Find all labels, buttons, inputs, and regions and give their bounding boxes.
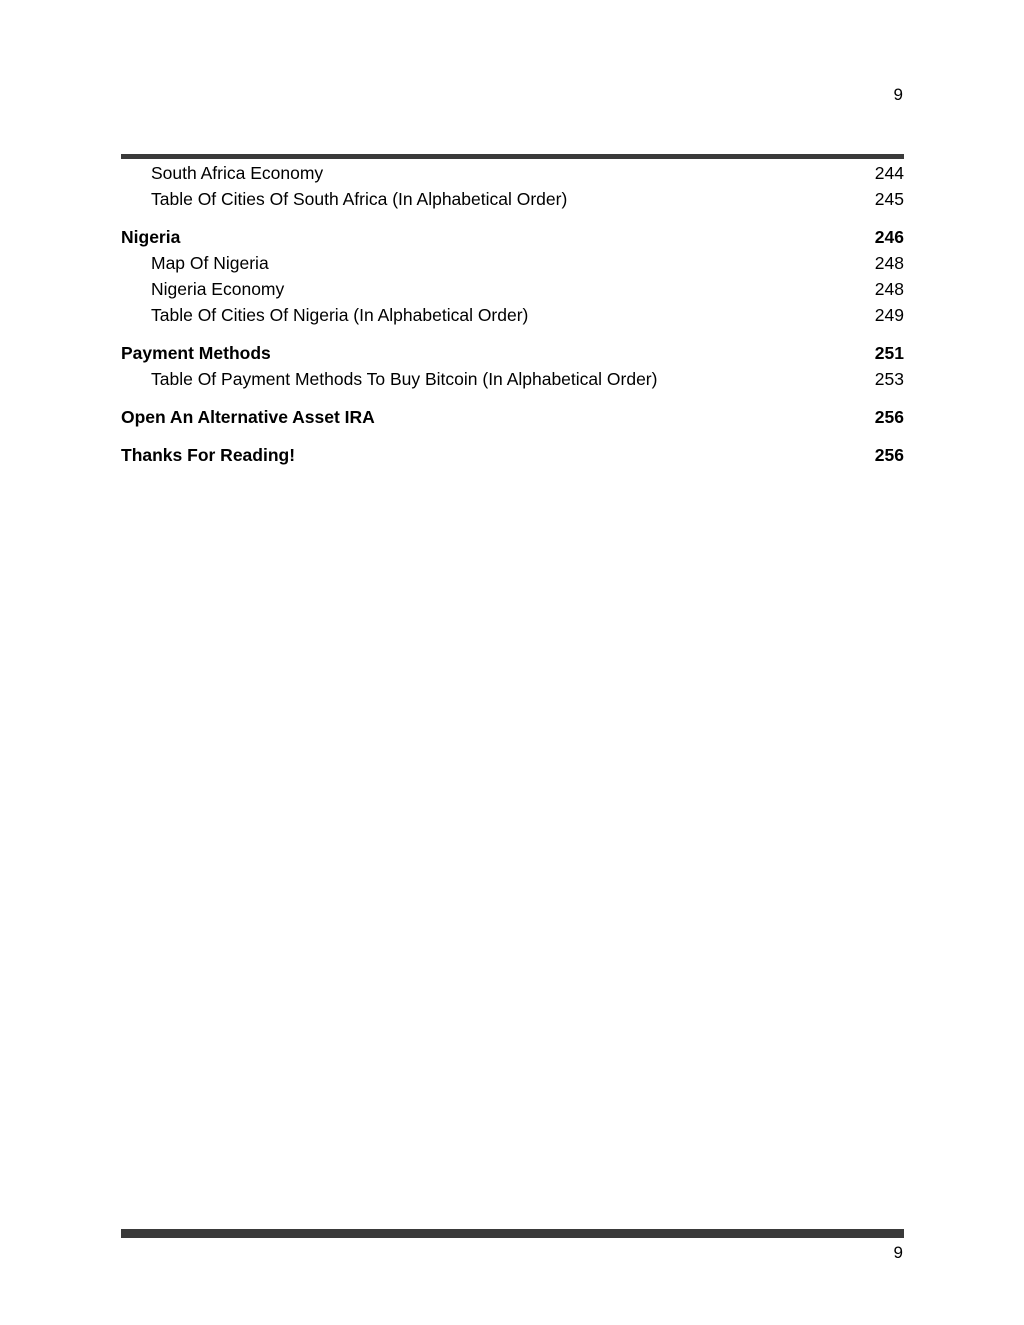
toc-entry-label: Table Of Cities Of South Africa (In Alphabetical Order) <box>151 189 568 209</box>
toc-entry-page: 249 <box>874 305 904 325</box>
footer-rule <box>121 1229 904 1238</box>
toc-entry[interactable] <box>121 250 904 276</box>
toc-chapter[interactable] <box>121 340 904 366</box>
toc-chapter[interactable] <box>121 404 904 430</box>
toc-chapter-label: Payment Methods <box>121 343 271 363</box>
toc-entry-page: 248 <box>874 253 904 273</box>
toc-chapter-label: Thanks For Reading! <box>121 445 296 465</box>
toc-chapter-page: 256 <box>874 445 904 465</box>
toc-chapter-page: 256 <box>874 407 904 427</box>
header-rule <box>121 154 904 159</box>
toc-entry-page: 245 <box>874 189 904 209</box>
toc-entry-page: 248 <box>874 279 904 299</box>
footer-page-number: 9 <box>893 1243 903 1262</box>
toc-chapter-label: Nigeria <box>121 227 181 247</box>
toc-chapter-label: Open An Alternative Asset IRA <box>121 407 375 427</box>
toc-entry-page: 244 <box>874 163 904 183</box>
toc-chapter-page: 251 <box>874 343 904 363</box>
toc-entry-page: 253 <box>874 369 904 389</box>
toc-entry[interactable] <box>121 186 904 212</box>
toc-chapter[interactable] <box>121 224 904 250</box>
toc-entry-label: Map Of Nigeria <box>151 253 269 273</box>
toc-entry[interactable] <box>121 160 904 186</box>
toc-entry[interactable] <box>121 276 904 302</box>
toc-chapter[interactable] <box>121 442 904 468</box>
table-of-contents <box>121 160 904 468</box>
toc-entry[interactable] <box>121 302 904 328</box>
toc-entry-label: Table Of Cities Of Nigeria (In Alphabetical Order) <box>151 305 529 325</box>
toc-entry[interactable] <box>121 366 904 392</box>
toc-entry-label: Nigeria Economy <box>151 279 285 299</box>
toc-chapter-page: 246 <box>874 227 904 247</box>
toc-entry-label: Table Of Payment Methods To Buy Bitcoin (In Alphabetical Order) <box>151 369 658 389</box>
toc-entry-label: South Africa Economy <box>151 163 324 183</box>
header-page-number: 9 <box>893 85 903 104</box>
